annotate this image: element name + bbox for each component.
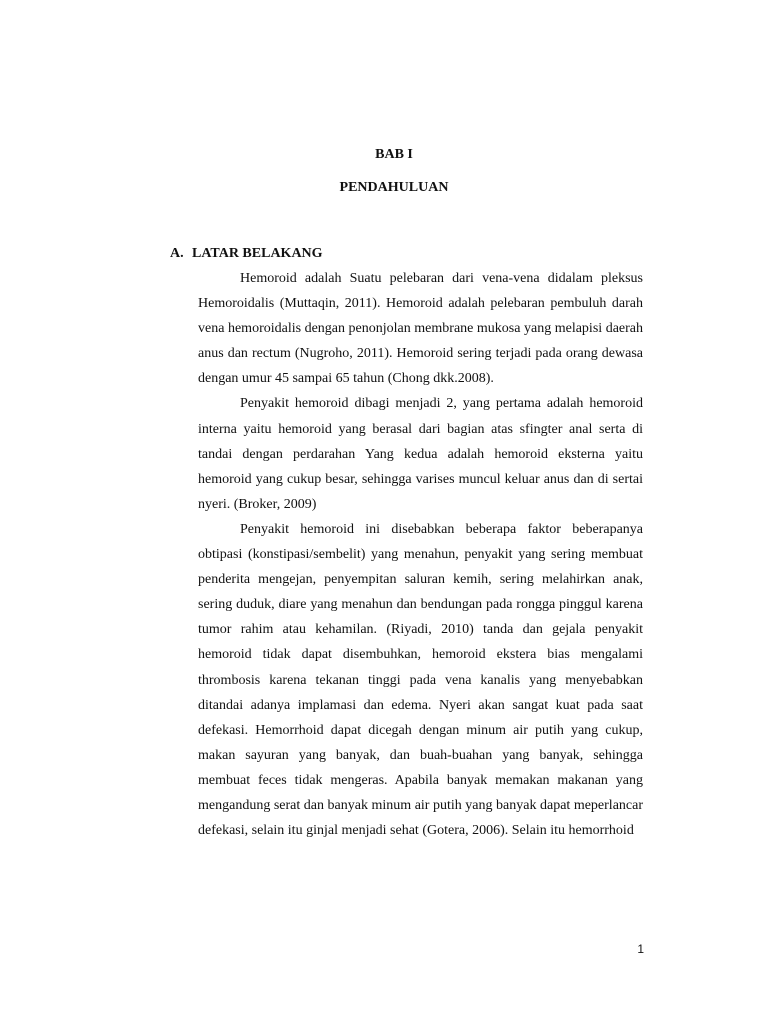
- paragraph-1: Hemoroid adalah Suatu pelebaran dari vena-vena didalam pleksus Hemoroidalis (Muttaqin, 2011). Hemoroid adalah pelebaran pembuluh darah vena hemoroidalis dengan penonjolan membrane mukosa yang melapisi daerah anus dan rectum (Nugroho, 2011). Hemoroid sering terjadi pada orang dewasa dengan umur 45 sampai 65 tahun (Chong dkk.2008).: [198, 271, 643, 387]
- body-text: [198, 266, 643, 843]
- page-number: 1: [637, 942, 644, 956]
- section-heading: [170, 246, 323, 262]
- chapter-number: BAB I: [375, 147, 413, 162]
- paragraph-2: Penyakit hemoroid dibagi menjadi 2, yang pertama adalah hemoroid interna yaitu hemoroid yang berasal dari bagian atas sfingter anal serta di tandai dengan perdarahan Yang kedua adalah hemoroid eksterna yaitu hemoroid yang cukup besar, sehingga varises muncul keluar anus dan di sertai nyeri. (Broker, 2009): [198, 396, 643, 512]
- chapter-title: PENDAHULUAN: [339, 180, 449, 195]
- paragraph-3: Penyakit hemoroid ini disebabkan beberapa faktor beberapanya obtipasi (konstipasi/sembelit) yang menahun, penyakit yang sering membuat penderita mengejan, penyempitan saluran kemih, sering melahirkan anak, sering duduk, diare yang menahun dan bendungan pada rongga pinggul karena tumor rahim atau kehamilan. (Riyadi, 2010) tanda dan gejala penyakit hemoroid tidak dapat disembuhkan, hemoroid ekstera bias mengalami thrombosis karena tekanan tinggi pada vena kanalis yang menyebabkan ditandai adanya implamasi dan edema. Nyeri akan sangat kuat pada saat defekasi. Hemorrhoid dapat dicegah dengan minum air putih yang cukup, makan sayuran yang banyak, dan buah-buahan yang banyak, sehingga membuat feces tidak mengeras. Apabila banyak memakan makanan yang mengandung serat dan banyak minum air putih yang banyak dapat meperlancar defekasi, selain itu ginjal menjadi sehat (Gotera, 2006). Selain itu hemorrhoid: [198, 521, 643, 839]
- section-marker: A.: [170, 246, 184, 261]
- section-title: LATAR BELAKANG: [192, 246, 323, 261]
